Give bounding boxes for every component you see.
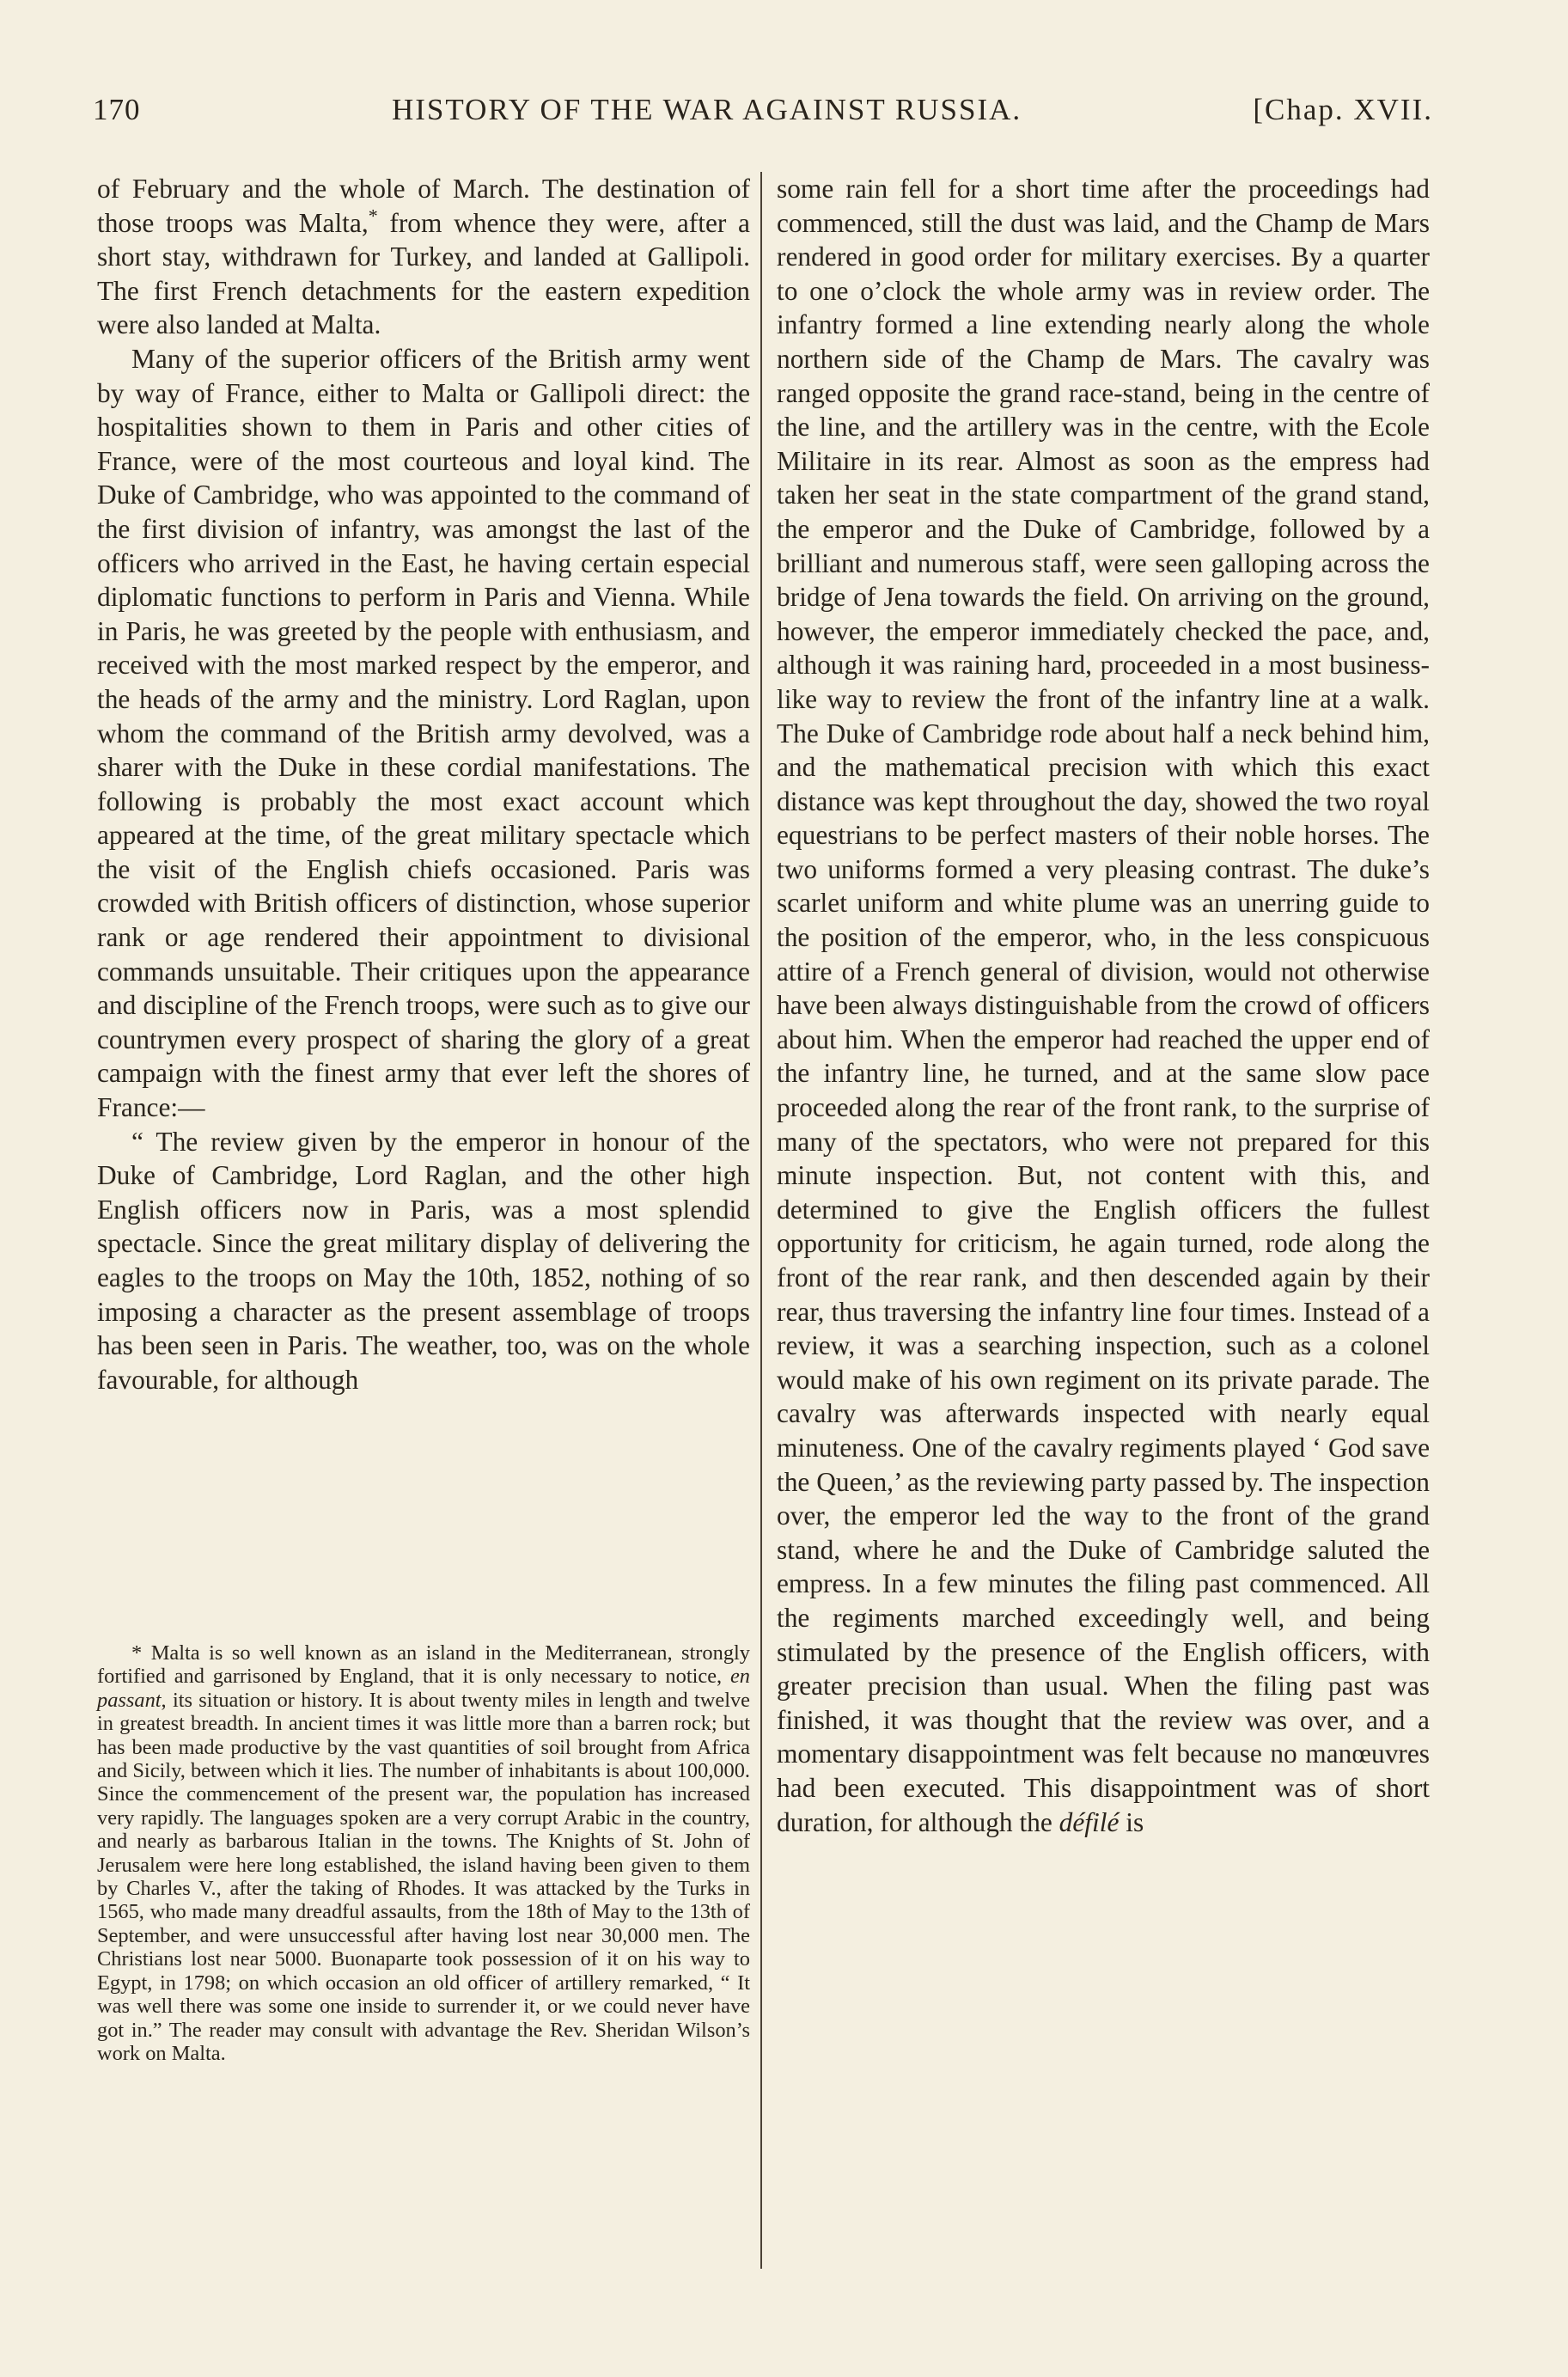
footnote bbox=[97, 1641, 750, 2065]
running-header bbox=[93, 93, 1433, 131]
running-title: HISTORY OF THE WAR AGAINST RUSSIA. bbox=[392, 93, 1022, 126]
left-column bbox=[97, 172, 750, 1396]
right-column bbox=[777, 172, 1430, 1839]
right-column-text-end: is bbox=[1119, 1806, 1144, 1837]
paragraph-1 bbox=[97, 172, 750, 342]
paragraph-2: Many of the superior officers of the British army went by way of France, either to Malta or Gallipoli direct: the hospitalities shown to them in Paris and other cities of France, were of the most courteous and loyal kind. The Duke of Cambridge, who was appointed to the command of the first division of infantry, was amongst the last of the officers who arrived in the East, he having certain especial diplomatic functions to perform in Paris and Vienna. While in Paris, he was greeted by the people with enthusiasm, and received with the most marked respect by the emperor, and the heads of the army and the ministry. Lord Raglan, upon whom the command of the British army devolved, was a sharer with the Duke in these cordial manifestations. The following is probably the most exact account which appeared at the time, of the great military spectacle which the visit of the English chiefs occasioned. Paris was crowded with British officers of distinction, whose superior rank or age rendered their appointment to divisional commands unsuitable. Their critiques upon the appearance and discipline of the French troops, were such as to give our countrymen every prospect of sharing the glory of a great campaign with the finest army that ever left the shores of France:— bbox=[97, 343, 750, 1123]
footnote-text-part-2: , its situation or history. It is about twenty miles in length and twelve in greatest breadth. In ancient times it was little more than a barren rock; but has been made productive by the vast quantities of soil brought from Africa and Sicily, between which it lies. The number of inhabitants is about 100,000. Since the commencement of the present war, the population has increased very rapidly. The languages spoken are a very corrupt Arabic in the country, and nearly as barbarous Italian in the towns. The Knights of St. John of Jerusalem were here long established, the island having been given to them by Charles V., after the taking of Rhodes. It was attacked by the Turks in 1565, who made many dreadful assaults, from the 18th of May to the 13th of September, and were unsuccessful after having lost near 30,000 men. The Christians lost near 5000. Buonaparte took possession of it on his way to Egypt, in 1798; on which occasion an old officer of artillery remarked, “ It was well there was some one inside to surrender it, or we could never have got in.” The reader may consult with advantage the Rev. Sheridan Wilson’s work on Malta. bbox=[97, 1688, 750, 2065]
page-number: 170 bbox=[93, 93, 141, 126]
footnote-reference-mark: * bbox=[368, 205, 378, 227]
footnote-mark: * bbox=[131, 1641, 143, 1665]
right-column-italic-word: défilé bbox=[1059, 1806, 1120, 1837]
right-column-paragraph bbox=[777, 172, 1430, 1839]
footnote-italic-phrase: en passant bbox=[97, 1665, 750, 1712]
paragraph-1-continued: from whence they were, after a short stay, withdrawn for Turkey, and landed at Gallipoli. The first French detachments for the eastern expedition were also landed at Malta. bbox=[97, 207, 750, 340]
chapter-label: [Chap. XVII. bbox=[1253, 93, 1433, 126]
paragraph-1-text: of February and the whole of March. The destination of those troops was Malta, bbox=[97, 174, 750, 238]
footnote-text-part-1: Malta is so well known as an island in the Mediterranean, strongly fortified and garrisoned by England, that it is only necessary to notice, bbox=[97, 1641, 750, 1689]
footnote-text bbox=[97, 1641, 750, 2065]
column-divider-rule bbox=[760, 172, 762, 2269]
right-column-text: some rain fell for a short time after the proceedings had commenced, still the dust was laid, and the Champ de Mars rendered in good order for military exercises. By a quarter to one o’clock the whole army was in review order. The infantry formed a line extending nearly along the whole northern side of the Champ de Mars. The cavalry was ranged opposite the grand race-stand, being in the centre of the line, and the artillery was in the centre, with the Ecole Militaire in its rear. Almost as soon as the empress had taken her seat in the state compartment of the grand stand, the emperor and the Duke of Cambridge, followed by a brilliant and numerous staff, were seen galloping across the bridge of Jena towards the field. On arriving on the ground, however, the emperor immediately checked the pace, and, although it was raining hard, proceeded in a most business-like way to review the front of the infantry line at a walk. The Duke of Cambridge rode about half a neck behind him, and the mathematical precision with which this exact distance was kept throughout the day, showed the two royal equestrians to be perfect masters of their noble horses. The two uniforms formed a very pleasing contrast. The duke’s scarlet uniform and white plume was an unerring guide to the position of the emperor, who, in the less conspicuous attire of a French general of division, would not otherwise have been always distinguishable from the crowd of officers about him. When the emperor had reached the upper end of the infantry line, he turned, and at the same slow pace proceeded along the rear of the front rank, to the surprise of many of the spectators, who were not prepared for this minute inspection. But, not content with this, and determined to give the English officers the fullest opportunity for criticism, he again turned, rode along the front of the rear rank, and then descended again by their rear, thus traversing the infantry line four times. Instead of a review, it was a searching inspection, such as a colonel would make of his own regiment on its private parade. The cavalry was afterwards inspected with nearly equal minuteness. One of the cavalry regiments played ‘ God save the Queen,’ as the reviewing party passed by. The inspection over, the emperor led the way to the front of the grand stand, where he and the Duke of Cambridge saluted the empress. In a few minutes the filing past commenced. All the regiments marched exceedingly well, and being stimulated by the presence of the English officers, with greater precision than usual. When the filing past was finished, it was thought that the review was over, and a momentary disappointment was felt because no manœuvres had been executed. This disappointment was of short duration, for although the bbox=[777, 174, 1430, 1837]
paragraph-3-quotation: “ The review given by the emperor in honour of the Duke of Cambridge, Lord Raglan, and the other high English officers now in Paris, was a most splendid spectacle. Since the great military display of delivering the eagles to the troops on May the 10th, 1852, nothing of so imposing a character as the present assemblage of troops has been seen in Paris. The weather, too, was on the whole favourable, for although bbox=[97, 1126, 750, 1395]
